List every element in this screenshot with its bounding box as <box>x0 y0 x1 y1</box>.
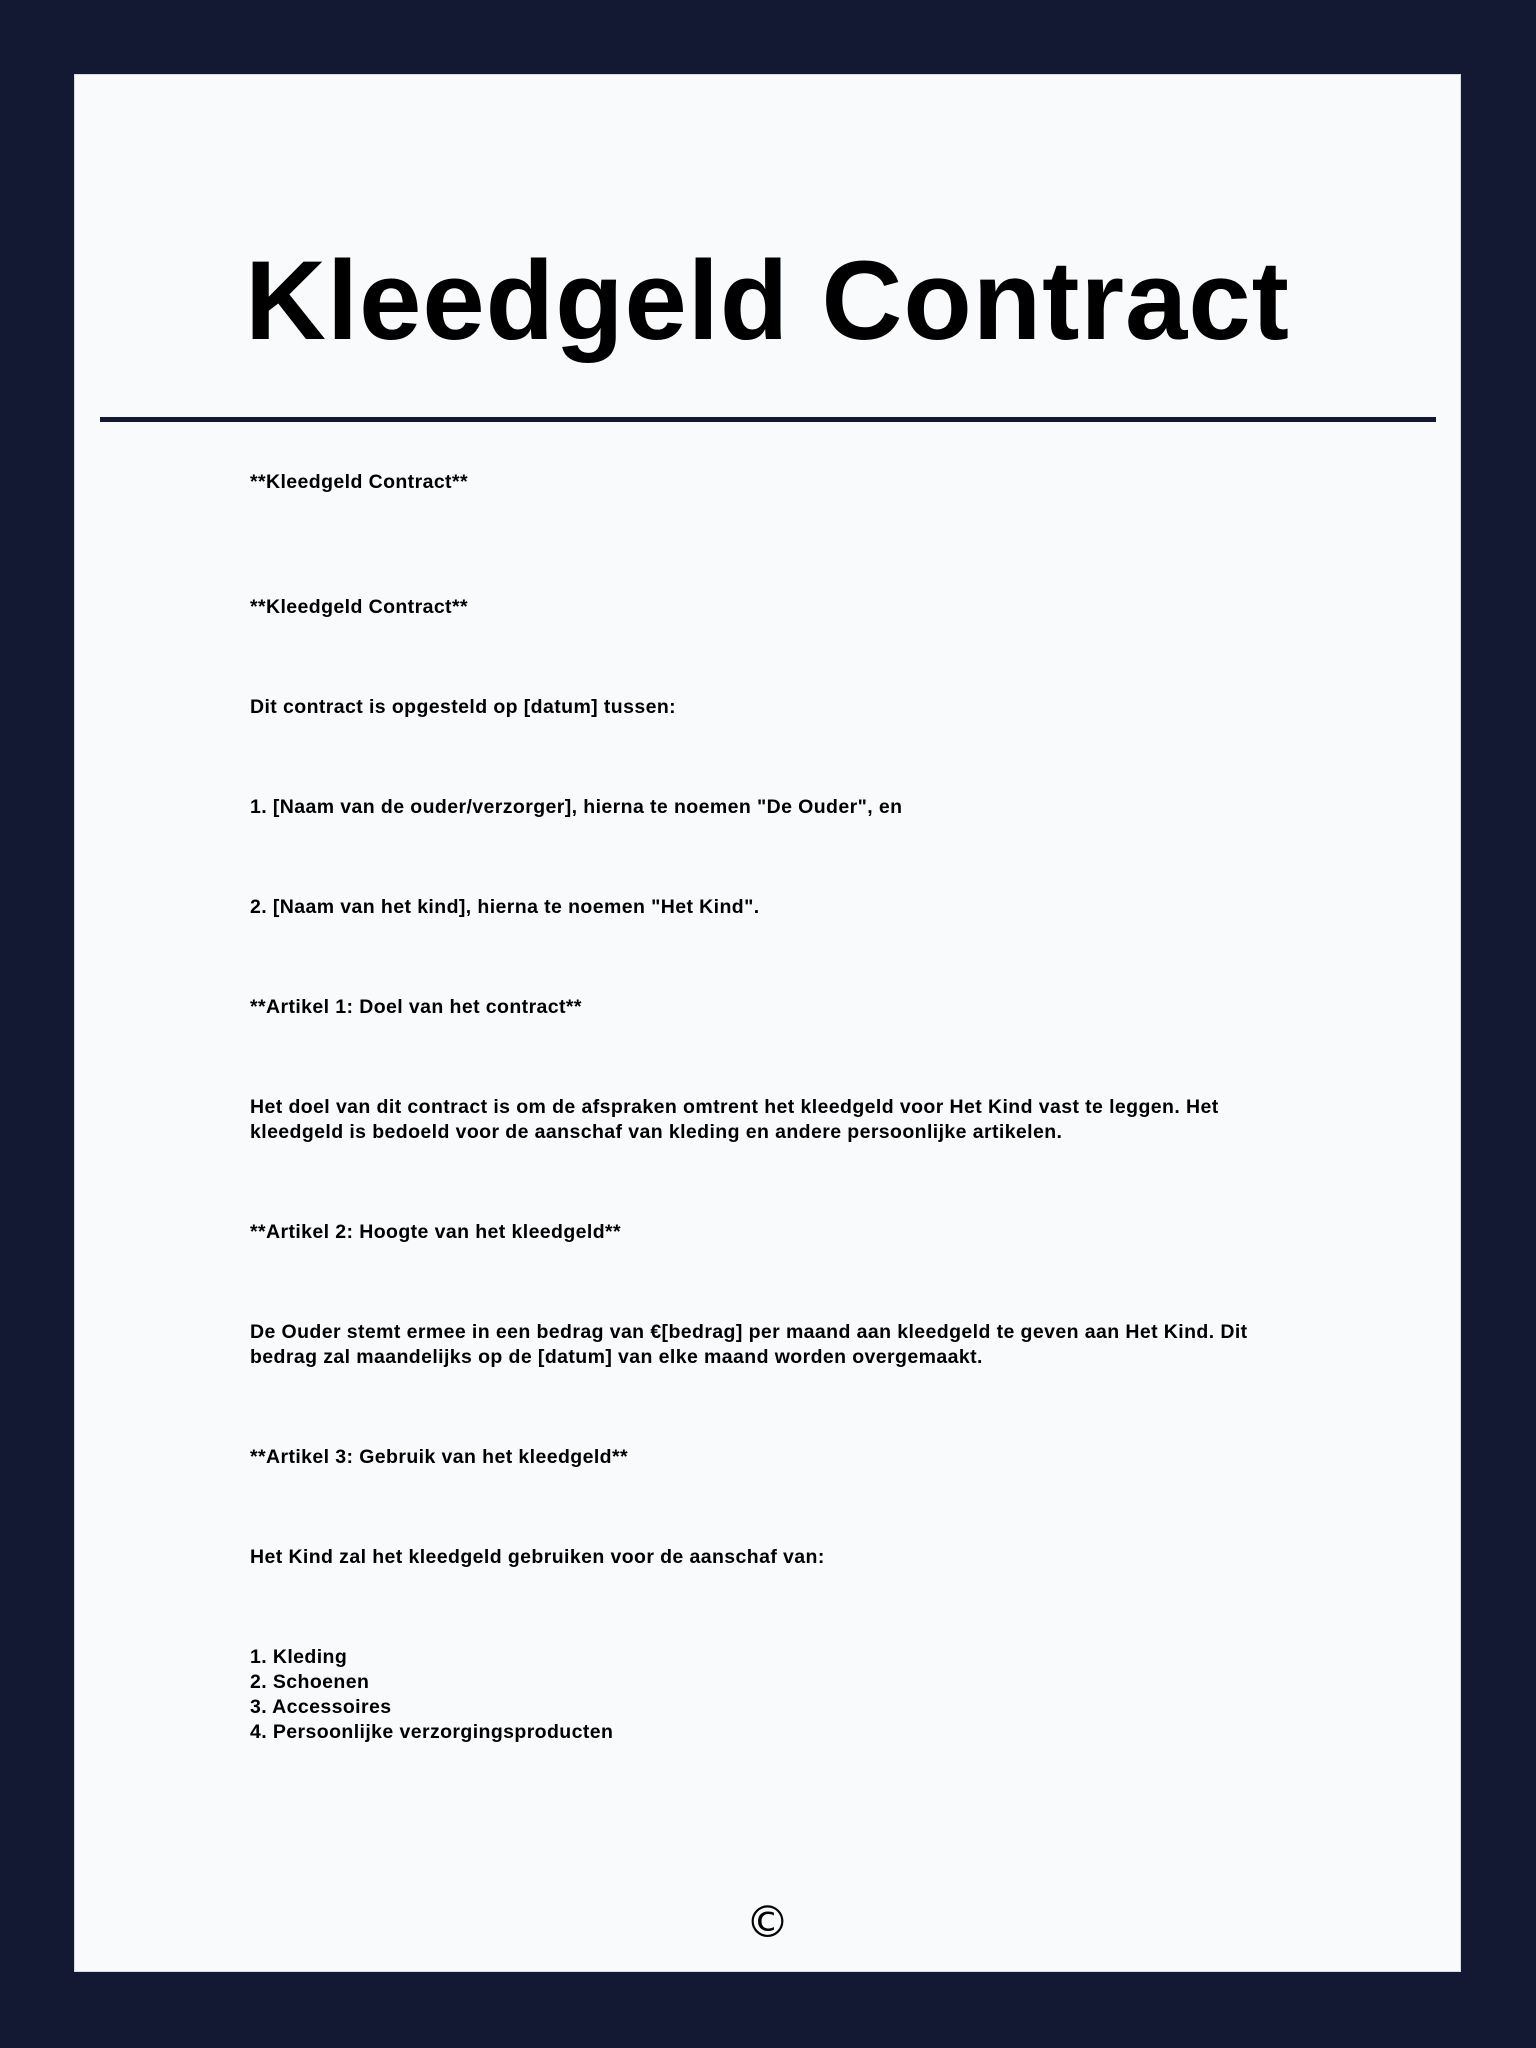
document-page <box>75 75 1460 1971</box>
heading-article-1: **Artikel 1: Doel van het contract** <box>250 996 582 1018</box>
article-1-text: Het doel van dit contract is om de afspraken omtrent het kleedgeld voor Het Kind vast te leggen. Het kleedgeld is bedoeld voor de aanschaf van kleding en andere persoonlijke artikelen. <box>250 1096 1219 1143</box>
article-3-list: 1. Kleding 2. Schoenen 3. Accessoires 4. Persoonlijke verzorgingsproducten <box>250 1646 614 1743</box>
title-divider <box>100 417 1436 422</box>
article-3-text: Het Kind zal het kleedgeld gebruiken voor de aanschaf van: <box>250 1546 825 1568</box>
party-parent: 1. [Naam van de ouder/verzorger], hierna te noemen "De Ouder", en <box>250 796 903 818</box>
document-title: Kleedgeld Contract <box>245 238 1290 363</box>
article-2-text: De Ouder stemt ermee in een bedrag van €[bedrag] per maand aan kleedgeld te geven aan Het Kind. Dit bedrag zal maandelijks op de [datum] van elke maand worden overgemaakt. <box>250 1321 1248 1368</box>
heading-article-2: **Artikel 2: Hoogte van het kleedgeld** <box>250 1221 622 1243</box>
party-child: 2. [Naam van het kind], hierna te noemen "Het Kind". <box>250 896 760 918</box>
heading-contract-2: **Kleedgeld Contract** <box>250 596 468 618</box>
heading-contract-1: **Kleedgeld Contract** <box>250 471 468 493</box>
intro-paragraph: Dit contract is opgesteld op [datum] tussen: <box>250 696 677 718</box>
heading-article-3: **Artikel 3: Gebruik van het kleedgeld** <box>250 1446 628 1468</box>
copyright-icon: © <box>745 1897 790 1948</box>
